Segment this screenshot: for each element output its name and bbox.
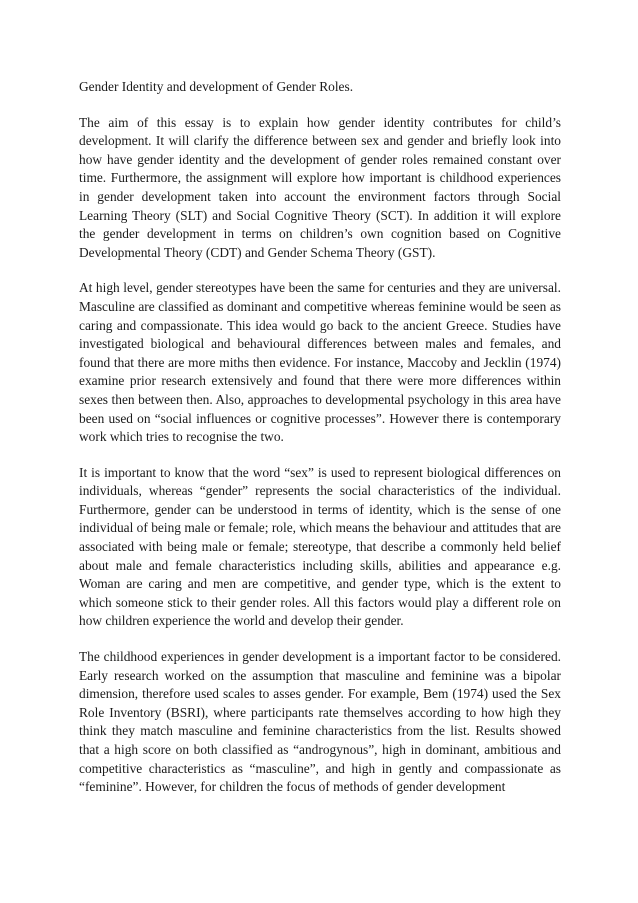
document-body	[79, 78, 561, 797]
paragraph-childhood-experiences: The childhood experiences in gender development is a important factor to be considered. Early research worked on the assumption that masculine and feminine was a bipolar dimension, therefore used scales to asses gender. For example, Bem (1974) used the Sex Role Inventory (BSRI), where participants rate themselves according to how high they think they match masculine and feminine characteristics from the list. Results showed that a high score on both classified as “androgynous”, high in dominant, ambitious and competitive characteristics as “masculine”, and high in gently and compassionate as “feminine”. However, for children the focus of methods of gender development	[79, 649, 561, 795]
document-title: Gender Identity and development of Gender Roles.	[79, 79, 354, 94]
paragraph-stereotypes: At high level, gender stereotypes have been the same for centuries and they are universal. Masculine are classified as dominant and competitive whereas feminine would be seen as caring and compassionate. This idea would go back to the ancient Greece. Studies have investigated biological and behavioural differences between males and females, and found that there are more miths then evidence. For instance, Maccoby and Jecklin (1974) examine prior research extensively and found that there were more differences within sexes then between then. Also, approaches to developmental psychology in this area have been used on “social influences or cognitive processes”. However there is contemporary work which tries to recognise the two.	[79, 280, 561, 445]
paragraph-sex-vs-gender: It is important to know that the word “sex” is used to represent biological differences on individuals, whereas “gender” represents the social characteristics of the individual. Furthermore, gender can be understood in terms of identity, which is the sense of one individual of being male or female; role, which means the behaviour and attitudes that are associated with being male or female; stereotype, that describe a commonly held belief about male and female characteristics including skills, abilities and appearance e.g. Woman are caring and men are competitive, and gender type, which is the extent to which someone stick to their gender roles. All this factors would play a different role on how children experience the world and develop their gender.	[79, 464, 561, 629]
paragraph-intro: The aim of this essay is to explain how gender identity contributes for child’s development. It will clarify the difference between sex and gender and briefly look into how have gender identity and the development of gender roles remained constant over time. Furthermore, the assignment will explore how important is childhood experiences in gender development taken into account the environment factors through Social Learning Theory (SLT) and Social Cognitive Theory (SCT). In addition it will explore the gender development in terms on children’s own cognition based on Cognitive Developmental Theory (CDT) and Gender Schema Theory (GST).	[79, 114, 561, 260]
